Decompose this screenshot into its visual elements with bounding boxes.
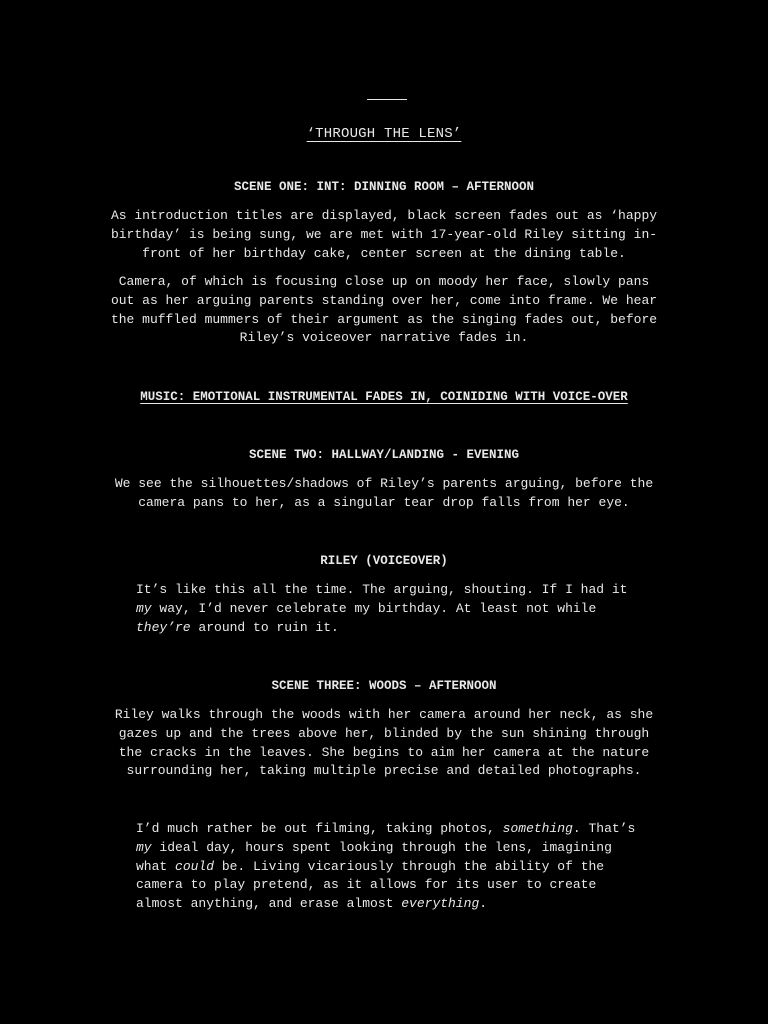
dialogue-text: almost anything, and erase almost	[136, 896, 402, 912]
scene-one-action-2	[92, 273, 676, 348]
action-line: gazes up and the trees above her, blinded by the sun shining through	[118, 725, 650, 741]
riley-dialogue-one	[136, 581, 676, 637]
dialogue-emphasis: they’re	[136, 619, 191, 635]
action-line: the cracks in the leaves. She begins to aim her camera at the nature	[118, 744, 650, 760]
dialogue-text: I’d much rather be out filming, taking photos,	[136, 821, 503, 836]
dialogue-emphasis: something	[502, 821, 573, 836]
script-title	[0, 125, 768, 144]
character-name: RILEY (VOICEOVER)	[320, 554, 448, 568]
dialogue-line	[136, 858, 676, 877]
dialogue-line	[136, 820, 676, 839]
dialogue-text: camera to play pretend, as it allows for its user to create	[136, 877, 597, 893]
action-line: We see the silhouettes/shadows of Riley’s parents arguing, before the	[114, 476, 654, 491]
dialogue-line	[136, 600, 676, 619]
dialogue-emphasis: everything	[401, 896, 480, 912]
dialogue-text: what	[136, 858, 176, 874]
dialogue-line	[136, 581, 676, 600]
action-line: the muffled mummers of their argument as the singing fades out, before	[110, 311, 658, 327]
action-line: Riley walks through the woods with her camera around her neck, as she	[114, 707, 654, 722]
action-line: surrounding her, taking multiple precise and detailed photographs.	[126, 763, 642, 779]
dialogue-line	[136, 895, 676, 914]
dialogue-emphasis: my	[136, 839, 152, 855]
action-line: Riley’s voiceover narrative fades in.	[239, 330, 529, 346]
scene-three-heading: SCENE THREE: WOODS – AFTERNOON	[271, 679, 497, 693]
music-cue	[0, 388, 768, 407]
scene-two-action	[92, 475, 676, 513]
dialogue-text: ideal day, hours spent looking through the lens, imagining	[151, 839, 612, 855]
action-line: As introduction titles are displayed, black screen fades out as ‘happy	[110, 208, 658, 223]
action-line: Camera, of which is focusing close up on moody her face, slowly pans	[118, 274, 650, 289]
top-rule	[367, 99, 407, 100]
dialogue-emphasis: could	[175, 858, 215, 874]
dialogue-text: It’s like this all the time. The arguing, shouting. If I had it	[136, 582, 628, 597]
dialogue-text: .	[479, 896, 488, 912]
dialogue-line	[136, 876, 676, 895]
dialogue-line	[136, 619, 676, 638]
dialogue-text: around to ruin it.	[190, 619, 339, 635]
action-line: camera pans to her, as a singular tear drop falls from her eye.	[138, 494, 630, 510]
scene-three-action	[92, 706, 676, 781]
dialogue-text: way, I’d never celebrate my birthday. At least not while	[151, 600, 597, 616]
music-cue-text: MUSIC: EMOTIONAL INSTRUMENTAL FADES IN, COINIDING WITH VOICE-OVER	[140, 390, 628, 404]
dialogue-text: be. Living vicariously through the ability of the	[214, 858, 605, 874]
action-line: birthday’ is being sung, we are met with 17-year-old Riley sitting in-	[110, 226, 658, 242]
action-line: front of her birthday cake, center screen at the dining table.	[142, 245, 626, 261]
script-title-text: ‘THROUGH THE LENS’	[306, 126, 462, 142]
scene-one-heading: SCENE ONE: INT: DINNING ROOM – AFTERNOON	[233, 180, 535, 194]
riley-dialogue-two	[136, 820, 676, 914]
dialogue-line	[136, 839, 676, 858]
scene-one-action-1	[92, 207, 676, 263]
action-line: out as her arguing parents standing over her, come into frame. We hear	[110, 292, 658, 308]
dialogue-text: . That’s	[572, 821, 636, 836]
dialogue-emphasis: my	[136, 600, 152, 616]
scene-two-heading: SCENE TWO: HALLWAY/LANDING - EVENING	[248, 448, 520, 462]
